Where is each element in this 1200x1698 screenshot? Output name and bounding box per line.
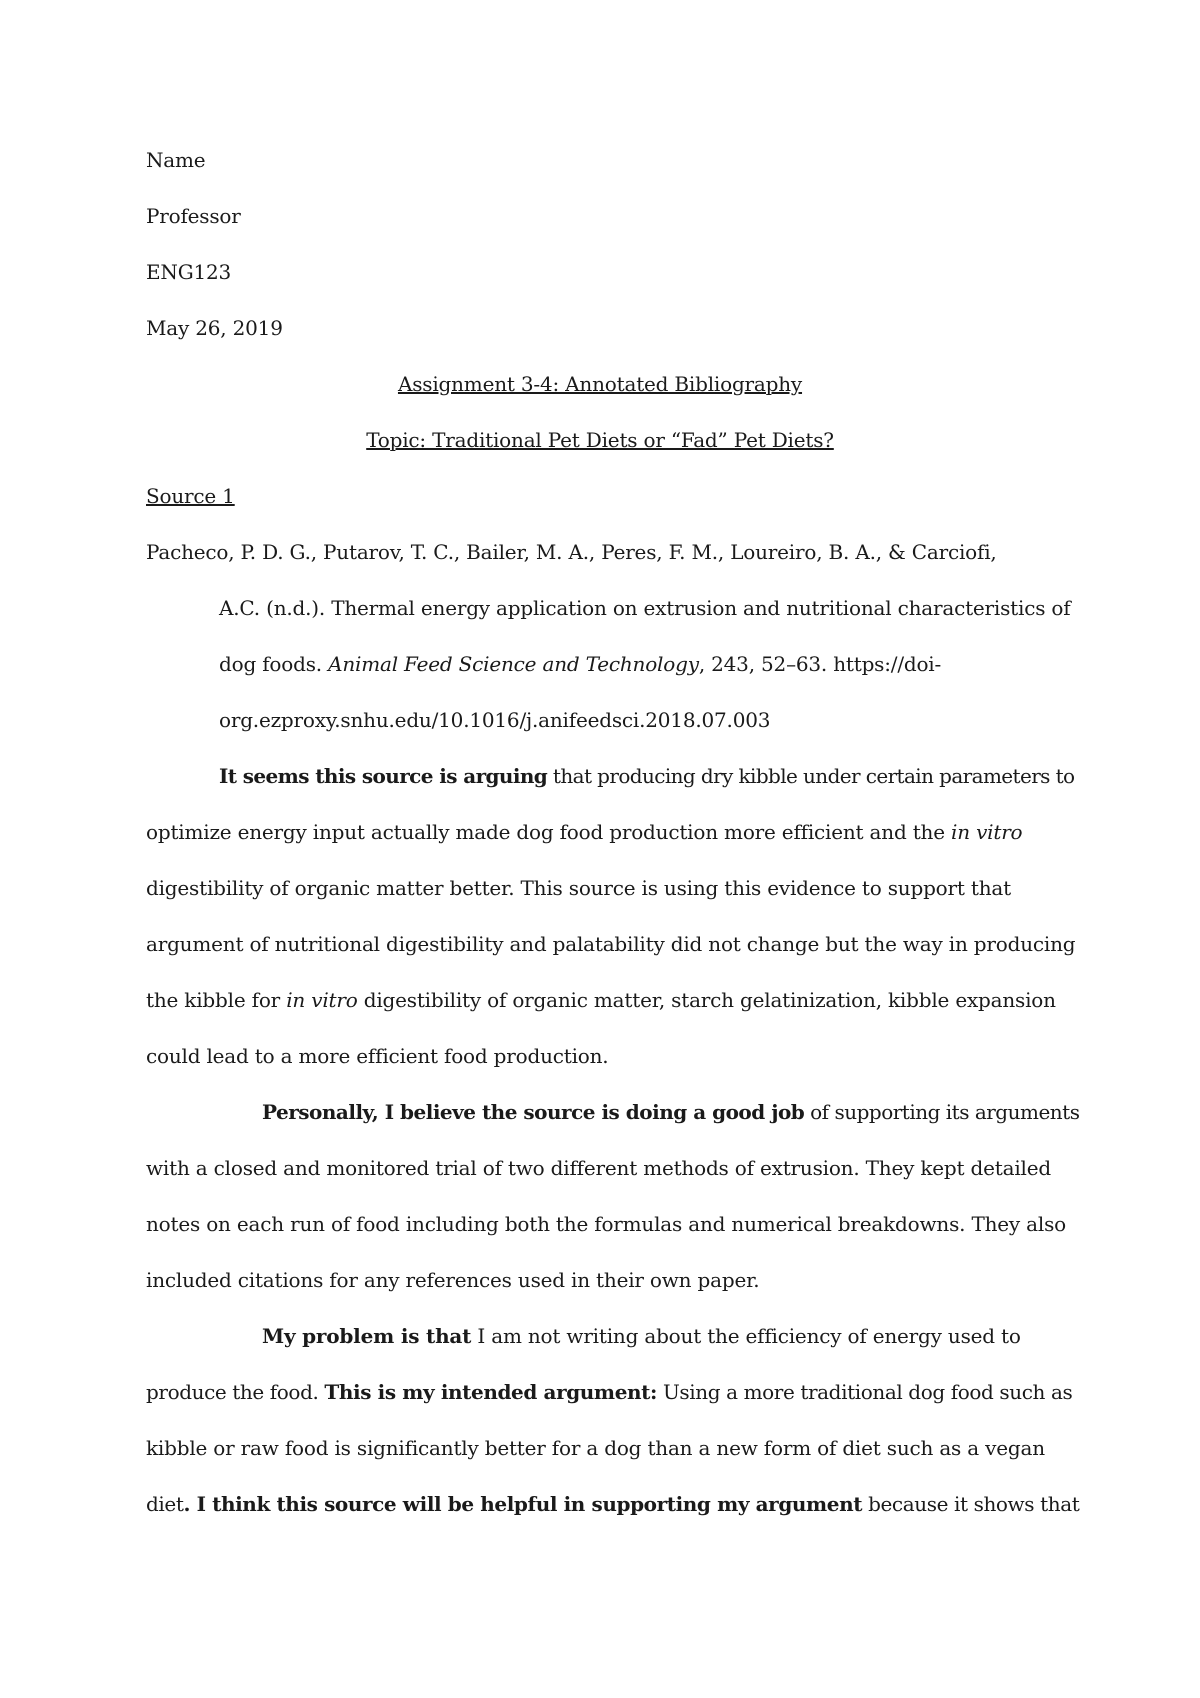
body-text: I am not writing about the efficiency of energy used to [471, 1324, 1021, 1348]
para1-line-6: could lead to a more efficient food production. [146, 1044, 609, 1068]
italic-phrase: in vitro [286, 988, 358, 1012]
student-name: Name [146, 148, 206, 172]
para1-line-1 [219, 764, 1074, 788]
italic-phrase: in vitro [951, 820, 1023, 844]
bold-phrase: Personally, I believe the source is doing a good job [262, 1100, 805, 1124]
body-text: digestibility of organic matter, starch gelatinization, kibble expansion [357, 988, 1056, 1012]
professor-name: Professor [146, 204, 241, 228]
document-date: May 26, 2019 [146, 316, 283, 340]
body-text: because it shows that [862, 1492, 1080, 1516]
para1-line-3: digestibility of organic matter better. This source is using this evidence to support that [146, 876, 1011, 900]
bold-phrase: My problem is that [262, 1324, 472, 1348]
para2-line-1 [262, 1100, 1079, 1124]
para1-line-2 [146, 820, 1022, 844]
citation-line-1: Pacheco, P. D. G., Putarov, T. C., Bailer, M. A., Peres, F. M., Loureiro, B. A., & Carciofi, [146, 540, 997, 564]
para1-line-4: argument of nutritional digestibility and palatability did not change but the way in producing [146, 932, 1076, 956]
para2-line-2: with a closed and monitored trial of two different methods of extrusion. They kept detailed [146, 1156, 1051, 1180]
bold-phrase: . I think this source will be helpful in supporting my argument [183, 1492, 863, 1516]
source-heading: Source 1 [146, 484, 235, 508]
citation-line-2: A.C. (n.d.). Thermal energy application on extrusion and nutritional characteristics of [219, 596, 1071, 620]
body-text: that producing dry kibble under certain parameters to [547, 764, 1075, 788]
para3-line-1 [262, 1324, 1021, 1348]
course-code: ENG123 [146, 260, 232, 284]
para3-line-2 [146, 1380, 1072, 1404]
citation-text: dog foods. [219, 652, 329, 676]
bold-phrase: This is my intended argument: [324, 1380, 657, 1404]
topic-title: Topic: Traditional Pet Diets or “Fad” Pet Diets? [366, 428, 834, 452]
para2-line-3: notes on each run of food including both the formulas and numerical breakdowns. They also [146, 1212, 1067, 1236]
para2-line-4: included citations for any references used in their own paper. [146, 1268, 760, 1292]
para1-line-5 [146, 988, 1056, 1012]
bold-phrase: It seems this source is arguing [219, 764, 548, 788]
body-text: diet [146, 1492, 184, 1516]
para3-line-4 [146, 1492, 1079, 1516]
citation-line-3 [219, 652, 941, 676]
journal-title: Animal Feed Science and Technology [328, 652, 699, 676]
body-text: Using a more traditional dog food such as [657, 1380, 1073, 1404]
para3-line-3: kibble or raw food is significantly better for a dog than a new form of diet such as a vegan [146, 1436, 1045, 1460]
assignment-title: Assignment 3-4: Annotated Bibliography [397, 372, 803, 396]
body-text: optimize energy input actually made dog food production more efficient and the [146, 820, 952, 844]
citation-line-4: org.ezproxy.snhu.edu/10.1016/j.anifeedsci.2018.07.003 [219, 708, 771, 732]
citation-text: , 243, 52–63. https://doi- [698, 652, 942, 676]
body-text: produce the food. [146, 1380, 325, 1404]
body-text: the kibble for [146, 988, 287, 1012]
body-text: of supporting its arguments [804, 1100, 1080, 1124]
